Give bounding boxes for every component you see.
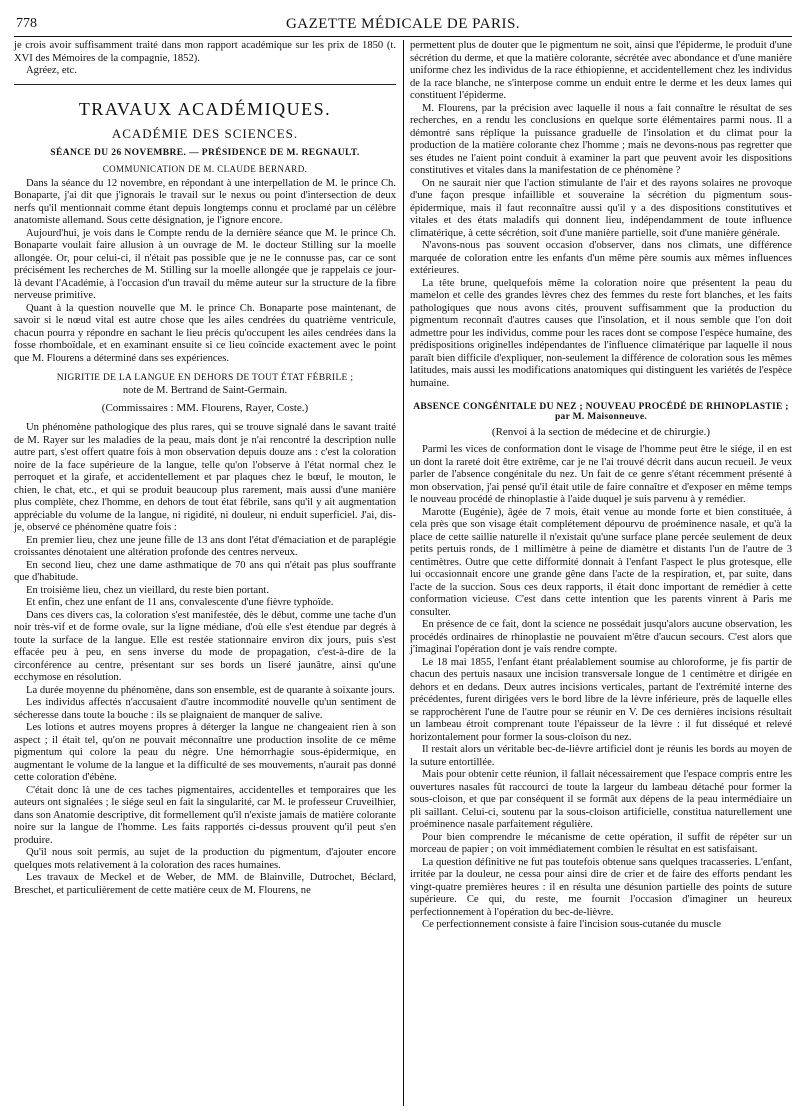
paragraph: Ce perfectionnement consiste à faire l'incision sous-cutanée du muscle [422, 919, 722, 930]
paragraph: La tête brune, quelquefois même la coloration noire que présentent la peau du mamelon et celle des grandes lèvres chez des femmes du reste fort blanches, et les faits pathologiques que nous avons cités, prouvent suffisamment que la production du pigmentum reconnaît d'autres causes que l'insolation, et il nous semble que l'on doit admettre pour les individus, comme pour les races dont se compose l'espèce humaine, des prédispositions originelles indépendantes de l'influence climatérique par laquelle il nous paraît bien difficile d'expliquer, non-seulement la différence de coloration sous les mêmes latitudes, mais aussi les modifications anatomiques qui distinguent les variétés de l'espèce humaine. [410, 277, 792, 389]
paragraph: Quant à la question nouvelle que M. le prince Ch. Bonaparte pose maintenant, de savoir si le nœud vital est autre chose que les ailes cendrées du quatrième ventricule, chacun pourra y répondre en sachant le lieu précis qu'occupent les ailes cendrées dans la fosse rhomboïdale, et en examinant ensuite si ce lieu coïncide exactement avec le point que M. Flourens a déterminé dans ses expériences. [14, 302, 396, 364]
two-column-body [14, 40, 792, 1106]
paragraph: En présence de ce fait, dont la science ne possédait jusqu'alors aucune observation, les procédés ordinaires de rhinoplastie ne pouvaient m'être d'aucun secours. C'est alors que j'imaginai l'opération dont je vais rendre compte. [410, 619, 792, 655]
paragraph: Les travaux de Meckel et de Weber, de MM. de Blainville, Dutrochet, Béclard, Breschet, et particulièrement de cette matière ceux de M. Flourens, ne [14, 872, 396, 896]
left-column [14, 40, 396, 897]
divider [14, 84, 396, 85]
paragraph: Un phénomène pathologique des plus rares, qui se trouve signalé dans le savant traité de M. Rayer sur les maladies de la peau, mais dont je n'ai rencontré la description nulle autre part, s'est offert quatre fois à mon observation depuis douze ans : c'est la coloration noire de la face supérieure de la langue, telle qu'on l'observe à l'état normal chez le perroquet et la girafe, et accidentellement et par plaques chez le bœuf, le mouton, le chien, le chat, etc., et qui se produit beaucoup plus rarement, mais aussi d'une manière plus complète, chez l'homme, en dehors de tout état fébrile, sans qu'il y ait augmentation appréciable du volume de la langue, ni rigidité, ni douleur, ni enduit superficiel. J'ai, dis-je, observé ce phénomène quatre fois : [14, 422, 396, 533]
article-heading: ABSENCE CONGÉNITALE DU NEZ ; NOUVEAU PROCÉDÉ DE RHINOPLASTIE ; par M. Maisonneuve. [413, 402, 789, 422]
paragraph: Parmi les vices de conformation dont le visage de l'homme peut être le siége, il en est un dont la rareté doit être extrême, car je ne l'ai trouvé décrit dans aucun recueil. Je veux parler de l'absence congénitale du nez. Un fait de ce genre s'étant récemment présenté à mon observation, j'ai pensé qu'il était utile de faire connaître et d'exposer en même temps le nouveau procédé de rhinoplastie à l'aide duquel je suis parvenu à y remédier. [410, 444, 792, 505]
right-column [410, 40, 792, 932]
article-heading: NIGRITIE DE LA LANGUE EN DEHORS DE TOUT ÉTAT FÉBRILE ; [56, 373, 354, 383]
paragraph: M. Flourens, par la précision avec laquelle il nous a fait connaître le résultat de ses recherches, en a rendu les conclusions en quelque sorte élémentaires parmi nous. Il a démontré sans réplique la puissance graduelle de l'insolation et du climat pour la production de la matière colorante chez l'homme ; mais ne devons-nous pas regretter que ses études ne l'aient point conduit à examiner la part que peuvent avoir les dispositions constitutives et vitales dans la manifestation de ce phénomène ? [410, 102, 792, 176]
paragraph: Pour bien comprendre le mécanisme de cette opération, il suffit de répéter sur un morceau de papier ; on voit immédiatement combien le résultat en est satisfaisant. [410, 831, 792, 855]
paragraph: En second lieu, chez une dame asthmatique de 70 ans qui n'était pas plus souffrante que d'habitude. [14, 559, 396, 583]
page-number: 778 [16, 16, 37, 31]
paragraph: permettent plus de douter que le pigmentum ne soit, ainsi que l'épiderme, le produit d'une sécrétion du derme, et que la matière colorante, sécrétée avec abondance et d'une manière uniforme chez les individus de la race éthiopienne, et accidentellement chez les individus de la race blanche, ne s'interpose comme un enduit entre le derme et les deux lames qui constituent l'épiderme. [410, 40, 792, 101]
paragraph: Marotte (Eugénie), âgée de 7 mois, était venue au monde forte et bien constituée, à cela près que son visage était complétement dépourvu de proéminence nasale, et qu'à la place de cette saillie naturelle il n'existait qu'une surface plane percée seulement de deux petits pertuis ronds, de 1 millimètre à peine de diamètre et distants l'un de l'autre de 3 centimètres. Outre que cette difformité donnait à l'enfant l'aspect le plus grotesque, elle lui occasionnait encore une grande gêne dans l'acte de la respiration, et, par suite, dans l'acte de la succion. Sous ces deux rapports, il était donc important de remédier à cette conformation vicieuse. C'est dans cette intention que les parents vinrent à Paris me consulter. [410, 506, 792, 618]
paragraph: je crois avoir suffisamment traité dans mon rapport académique sur les prix de 1850 (t. XVI des Mémoires de la compagnie, 1852). [14, 40, 396, 64]
running-title: GAZETTE MÉDICALE DE PARIS. [285, 16, 521, 32]
paragraph: Les individus affectés n'accusaient d'autre incommodité nouvelle qu'un sentiment de sécheresse dans toute la bouche : ils se plaignaient de manquer de salive. [14, 697, 396, 721]
paragraph: Les lotions et autres moyens propres à déterger la langue ne changeaient rien à son aspect ; il était tel, qu'on ne pouvait méconnaître une production insolite de ce même pigmentum qui colore la peau du nègre. Une hémorrhagie sous-épidermique, en augmentant le volume de la langue et la difficulté de ses mouvements, n'aurait pas donné cette coloration d'ébène. [14, 722, 396, 783]
paragraph: En premier lieu, chez une jeune fille de 13 ans dont l'état d'émaciation et de paraplégie croissantes dénotaient une altération profonde des centres nerveux. [14, 534, 396, 558]
paragraph: Et enfin, chez une enfant de 11 ans, convalescente d'une fièvre typhoïde. [26, 597, 334, 608]
newspaper-page [14, 14, 792, 1106]
session-heading: SÉANCE DU 26 NOVEMBRE. — PRÉSIDENCE DE M. REGNAULT. [50, 147, 360, 158]
paragraph: Dans la séance du 12 novembre, en répondant à une interpellation de M. le prince Ch. Bonaparte, j'ai dit que j'ignorais le travail sur le nexus ou point d'intersection de deux nerfs qu'il mentionnait comme étant depuis longtemps connu et proclamé par un célèbre anatomiste allemand. Sous cette désignation, je l'ignore encore. [14, 177, 396, 226]
commissioners-line: (Commissaires : MM. Flourens, Rayer, Coste.) [101, 402, 309, 414]
academy-heading: ACADÉMIE DES SCIENCES. [111, 125, 299, 141]
paragraph: Mais pour obtenir cette réunion, il fallait nécessairement que l'espace compris entre les ouvertures nasales fût raccourci de toute la largeur du lambeau détaché pour former la sous-cloison, et que par conséquent il se formât aux dépens de la peau intermédiaire un pli saillant. Celui-ci, soutenu par la sous-cloison artificielle, constitua naturellement une proéminence nasale parfaitement régulière. [410, 769, 792, 830]
communication-heading: COMMUNICATION DE M. CLAUDE BERNARD. [102, 163, 308, 174]
paragraph: Le 18 mai 1855, l'enfant étant préalablement soumise au chloroforme, je fis partir de chacun des pertuis nasaux une incision transversale longue de 1 centimètre et dirigée en dehors et en dedans. Deux autres incisions verticales, partant de l'extrémité interne des précédentes, furent dirigées vers le bord libre de la lèvre inférieure, près de laquelle elles se rapprochèrent l'une de l'autre pour se réunir en V. De ces dernières incisions résultait un lambeau étroit comprenant toute l'épaisseur de la lèvre : il fut disséqué et relevé horizontalement pour former la sous-cloison du nez. [410, 656, 792, 743]
paragraph: N'avons-nous pas souvent occasion d'observer, dans nos climats, une différence marquée de coloration entre les enfants d'un même père soumis aux mêmes influences extérieures. [410, 240, 792, 276]
paragraph: La durée moyenne du phénomène, dans son ensemble, est de quarante à soixante jours. [26, 684, 395, 696]
referral-line: (Renvoi à la section de médecine et de chirurgie.) [491, 426, 711, 438]
paragraph: C'était donc là une de ces taches pigmentaires, accidentelles et temporaires que les auteurs ont signalées ; le siége seul en fait la singularité, car M. le professeur Cruveilhier, dans son Anatomie descriptive, dit formellement qu'il n'existe jamais de matière colorante noire sur la langue de l'homme. Les faits rapportés ci-dessus prouvent qu'il peut s'en produire. [14, 784, 396, 846]
paragraph: Qu'il nous soit permis, au sujet de la production du pigmentum, d'ajouter encore quelques mots relativement à la coloration des races humaines. [14, 847, 396, 871]
closing-line: Agréez, etc. [26, 65, 77, 76]
paragraph: Il restait alors un véritable bec-de-lièvre artificiel dont je réunis les bords au moyen de la suture entortillée. [410, 744, 792, 768]
column-rule [403, 40, 404, 1106]
paragraph: En troisième lieu, chez un vieillard, du reste bien portant. [26, 584, 269, 596]
section-title: TRAVAUX ACADÉMIQUES. [78, 98, 332, 119]
page-header [14, 14, 792, 37]
paragraph: On ne saurait nier que l'action stimulante de l'air et des rayons solaires ne provoque d'une façon presque infaillible et souveraine la sécrétion du pigmentum sous-épidermique, mais il faut reconnaître aussi qu'il y a des dispositions constitutives et vitales et des états maladifs qui donnent lieu, indépendamment de toute influence climatérique, à cette sécrétion, soit d'une manière partielle, soit d'une manière générale. [410, 177, 792, 239]
paragraph: Aujourd'hui, je vois dans le Compte rendu de la dernière séance que M. le prince Ch. Bonaparte voulait faire allusion à un ouvrage de M. le docteur Stilling sur la moelle allongée. Or, pour celui-ci, il n'était pas possible que je ne le connusse pas, car ce sont précisément les recherches de M. Stilling sur la moelle allongée que je rappelais ce jour-là devant l'Académie, à l'occasion d'un travail du même auteur sur la structure de la fibre nerveuse primitive. [14, 227, 396, 301]
paragraph: La question définitive ne fut pas toutefois obtenue sans quelques tracasseries. L'enfant, irritée par la douleur, ne cessa pour ainsi dire de crier et de faire des efforts pendant les vingt-quatre premières heures : il en résulta une désunion partielle des points de suture supérieure. Ce qui, du reste, me fournit l'occasion d'imaginer un heureux perfectionnement à l'opération du bec-de-lièvre. [410, 856, 792, 918]
article-author: note de M. Bertrand de Saint-Germain. [122, 385, 288, 396]
paragraph: Dans ces divers cas, la coloration s'est manifestée, dès le début, comme une tache d'un noir très-vif et de forme ovale, sur la ligne médiane, d'où elle s'est étendue par degrés à toute la surface de la langue. Elle est restée stationnaire environ dix jours, puis s'est effacée peu à peu, en sens inverse du mode de propagation, c'est-à-dire de la circonférence au centre, présentant sur ses bords un liseré jaunâtre, ainsi qu'une ecchymose en résolution. [14, 609, 396, 683]
